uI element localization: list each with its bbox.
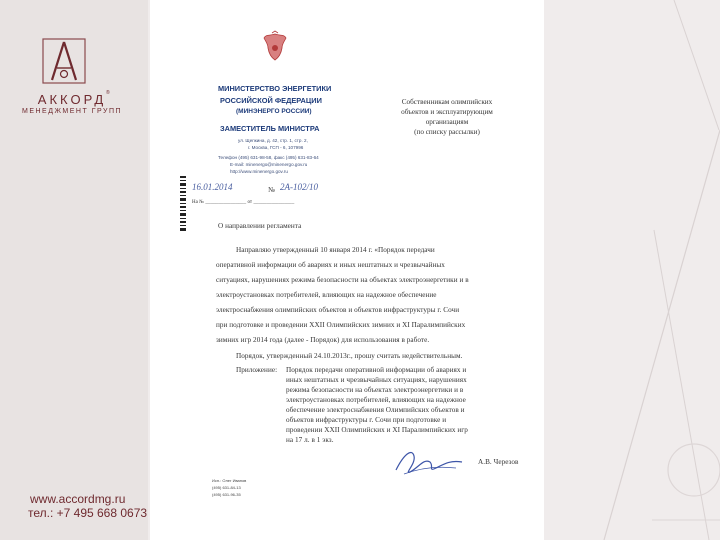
decorative-panel [544,0,720,540]
barcode-icon [180,176,186,232]
ministry-short: (МИНЭНЕРГО РОССИИ) [236,108,312,115]
number-sign: № [268,186,275,194]
attachment-line: на 17 л. в 1 экз. [286,436,334,444]
handwritten-date: 16.01.2014 [192,182,233,192]
signer-name: А.В. Черезов [478,458,519,466]
body-line: зимних игр 2014 года (далее - Порядок) для использования в работе. [216,336,430,344]
reference-line: На № ________________ от ________________ [192,200,295,205]
body-line: оперативной информации об авариях и иных нештатных и чрезвычайных [216,261,445,269]
letter-page [150,0,544,540]
attachment-label: Приложение: [236,366,278,374]
website-text: www.accordmg.ru [30,492,126,506]
brand-sidebar [0,0,148,540]
letter-subject: О направлении регламента [218,222,302,230]
contacts-line1: Телефон (495) 631-98-58, факс (495) 631-83-64 [218,155,319,160]
ministry-line1: МИНИСТЕРСТВО ЭНЕРГЕТИКИ [218,84,332,93]
body-line: электроснабжения олимпийских объектов и объектов инфраструктуры г. Сочи [216,306,460,314]
deputy-minister-title: ЗАМЕСТИТЕЛЬ МИНИСТРА [220,124,320,133]
accord-logo-icon [40,36,88,86]
paragraph-invalidation: Порядок, утвержденный 24.10.2013г., прошу считать недействительным. [236,352,463,360]
attachment-line: иных нештатных и чрезвычайных ситуациях, нарушениях [286,376,467,384]
attachment-line: объектов инфраструктуры г. Сочи при подготовке и [286,416,447,424]
recipient-line2: объектов и эксплуатирующим [401,108,493,116]
russian-coat-of-arms-icon [260,30,290,64]
decorative-lines-icon [544,0,720,540]
phone-text: тел.: +7 495 668 0673 [28,506,148,520]
body-line: электроустановках потребителей, влияющих на надежное обеспечение [216,291,437,299]
attachment-line: режима безопасности на объектах электроэнергетики и в [286,386,464,394]
attachment-line: проведении XXII Олимпийских и XI Паралимпийских игр [286,426,468,434]
handwritten-number: 2А-102/10 [280,182,318,192]
footer-line: (495) 631-84-13 [212,485,241,490]
brand-subtitle: МЕНЕДЖМЕНТ ГРУПП [21,108,123,115]
recipient-line3: организациям [425,118,469,126]
attachment-line: Порядок передачи оперативной информации об авариях и [286,366,467,374]
brand-name: АККОРД [37,92,107,107]
recipient-line1: Собственникам олимпийских [401,98,493,106]
footer-line: Исп.: Олег Иванов [212,478,247,483]
attachment-line: обеспечение электроснабжения Олимпийских объектов и [286,406,465,414]
address-line2: г. Москва, ГСП - 6, 107996 [248,145,304,150]
recipient-line4: (по списку рассылки) [414,128,480,136]
contacts-line2: E-mail: minenergo@minenergo.gov.ru [230,162,308,167]
body-line: при подготовке и проведении XXII Олимпийских зимних и XI Паралимпийских [216,321,466,329]
contacts-line3: http://www.minenergo.gov.ru [230,169,288,174]
signature-icon [390,444,470,480]
body-line: Направляю утвержденный 10 января 2014 г. «Порядок передачи [236,246,435,254]
ministry-line2: РОССИЙСКОЙ ФЕДЕРАЦИИ [220,96,322,105]
footer-line: (495) 631-96-35 [212,492,241,497]
registered-mark: ® [106,90,110,96]
attachment-line: электроустановках потребителей, влияющих на надежное [286,396,466,404]
address-line1: ул. Щепкина, д. 42, стр. 1, стр. 2, [238,138,308,143]
body-line: ситуациях, нарушениях режима безопасности на объектах электроэнергетики и в [216,276,469,284]
